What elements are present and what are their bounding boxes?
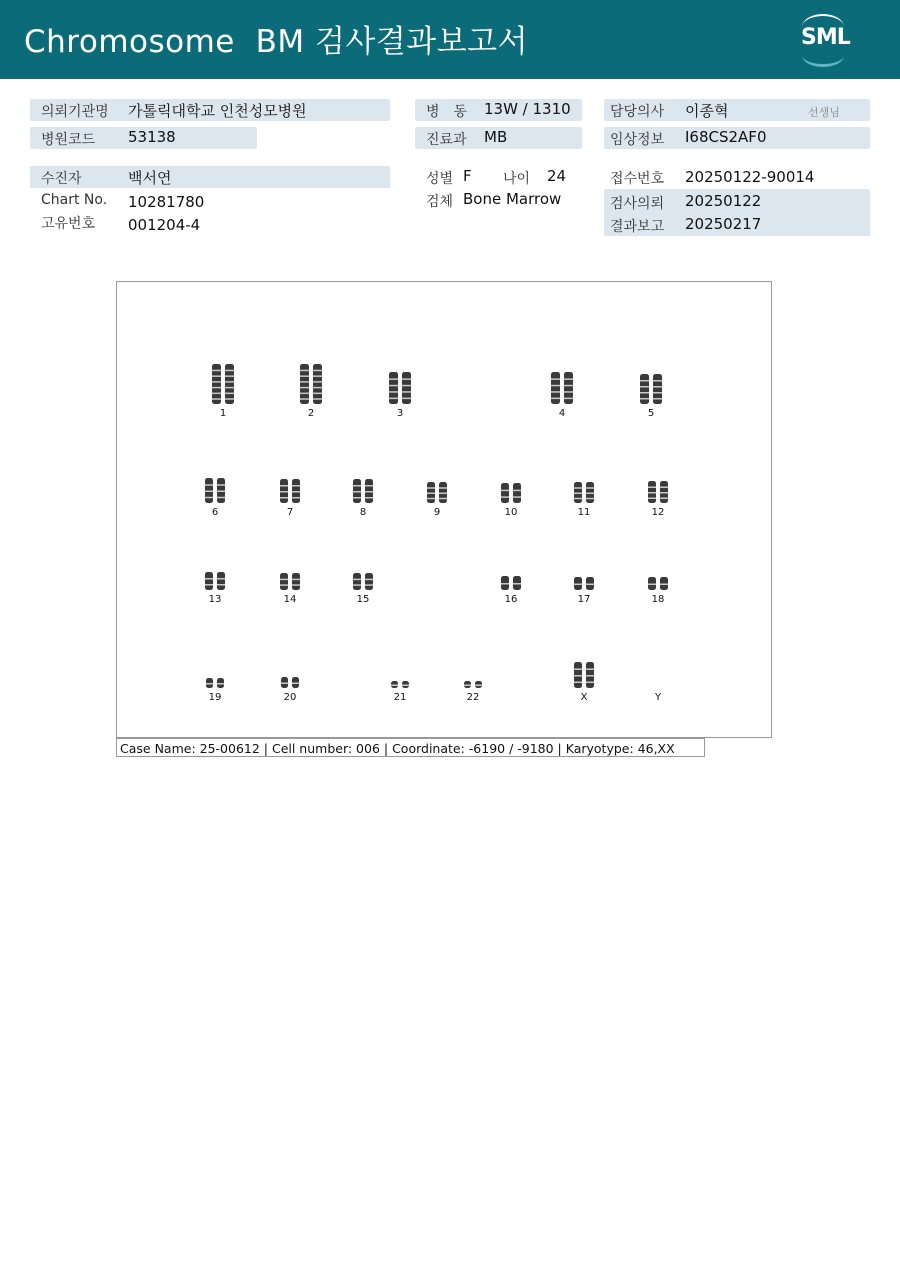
chromosome-pair-15 — [353, 573, 373, 605]
chromosome-label-10: 10 — [504, 507, 518, 518]
chromosome-band — [205, 497, 213, 499]
logo-arc-bottom — [802, 44, 844, 67]
chromosome-label-7: 7 — [286, 507, 294, 518]
chromosome-label-Y: Y — [654, 692, 662, 703]
chromosome-band — [365, 584, 373, 586]
chromosome-label-21: 21 — [393, 692, 407, 703]
chromosome-pair-11 — [574, 482, 594, 518]
chromosome-band — [653, 392, 662, 394]
chromosome-band — [389, 391, 398, 393]
chromosome-band — [574, 682, 582, 684]
chromosome-label-15: 15 — [356, 594, 370, 605]
ward-label: 병 동 — [426, 104, 468, 120]
chromosome — [513, 483, 521, 503]
unique-no-label: 고유번호 — [41, 216, 96, 232]
chromosome-band — [586, 669, 594, 671]
chromosome-band — [280, 497, 288, 499]
chromosome-band — [225, 375, 234, 377]
chromosome-band — [217, 491, 225, 493]
chromosome-band — [217, 683, 224, 685]
chromosome-band — [640, 398, 649, 400]
chromosome-band — [586, 584, 594, 586]
patient-label: 수진자 — [41, 171, 82, 187]
sex-label: 성별 — [426, 171, 454, 187]
chromosome-band — [513, 490, 521, 492]
chromosome-band — [391, 685, 398, 687]
chromosome-band — [564, 398, 573, 400]
doctor-value: 이종혁 — [685, 102, 729, 120]
chromosome-band — [225, 387, 234, 389]
chromosome-band — [648, 487, 656, 489]
report-label: 결과보고 — [610, 219, 665, 235]
chromosome-band — [280, 584, 288, 586]
chromosome — [389, 372, 398, 404]
chromosome-pair-1 — [212, 364, 234, 419]
chromosome-band — [513, 496, 521, 498]
chromosome-band — [513, 583, 521, 585]
chromosome-band — [402, 391, 411, 393]
chromosome-band — [427, 498, 435, 500]
chromosome-pair-14 — [280, 573, 300, 605]
chromosome-label-18: 18 — [651, 594, 665, 605]
chromosome-pair-21 — [391, 681, 409, 703]
chromosome-label-8: 8 — [359, 507, 367, 518]
clinical-label: 임상정보 — [610, 132, 665, 148]
chromosome-band — [205, 578, 213, 580]
chromosome-pair-20 — [281, 677, 299, 703]
chromosome-band — [292, 497, 300, 499]
chromosome-band — [389, 398, 398, 400]
chart-no-label: Chart No. — [41, 192, 108, 208]
chromosome-band — [300, 375, 309, 377]
chromosome-band — [402, 385, 411, 387]
chromosome-band — [648, 492, 656, 494]
chromosome-label-5: 5 — [647, 408, 655, 419]
chromosome-band — [574, 669, 582, 671]
chromosome-band — [586, 487, 594, 489]
chromosome-band — [313, 381, 322, 383]
chromosome-band — [574, 498, 582, 500]
chromosome-band — [439, 487, 447, 489]
request-value: 20250122 — [685, 192, 762, 210]
chromosome-pair-8 — [353, 479, 373, 518]
chromosome-pair-6 — [205, 478, 225, 518]
chromosome-label-4: 4 — [558, 408, 566, 419]
chromosome-band — [501, 496, 509, 498]
chromosome-band — [402, 378, 411, 380]
chromosome — [217, 572, 225, 590]
report-value: 20250217 — [685, 215, 762, 233]
chromosome-band — [389, 385, 398, 387]
report-title: Chromosome BM 검사결과보고서 — [24, 24, 529, 60]
chromosome-band — [574, 487, 582, 489]
chromosome-band — [292, 584, 300, 586]
chromosome-band — [564, 385, 573, 387]
chromosome-band — [353, 497, 361, 499]
chromosome-band — [217, 484, 225, 486]
report-header — [0, 0, 900, 79]
chromosome-band — [660, 487, 668, 489]
chromosome-band — [365, 491, 373, 493]
chromosome-band — [427, 487, 435, 489]
chromosome-band — [640, 392, 649, 394]
chromosome-pair-22 — [464, 681, 482, 703]
chromosome-pair-Y — [654, 692, 662, 703]
chromosome-band — [464, 685, 471, 687]
chromosome-band — [225, 370, 234, 372]
chromosome — [292, 573, 300, 590]
chromosome-band — [648, 584, 656, 586]
chromosome-label-20: 20 — [283, 692, 297, 703]
chromosome-pair-9 — [427, 482, 447, 518]
chromosome-pair-5 — [640, 374, 662, 419]
chromosome-pair-18 — [648, 577, 668, 605]
chromosome-band — [475, 685, 482, 687]
chromosome-label-12: 12 — [651, 507, 665, 518]
chromosome-pair-10 — [501, 483, 521, 518]
request-label: 검사의뢰 — [610, 196, 665, 212]
chromosome-band — [280, 579, 288, 581]
chromosome-band — [212, 387, 221, 389]
chromosome-band — [640, 380, 649, 382]
age-value: 24 — [547, 167, 567, 185]
chromosome-band — [353, 491, 361, 493]
institution-label: 의뢰기관명 — [41, 104, 109, 120]
chromosome-band — [427, 493, 435, 495]
chromosome-band — [281, 683, 288, 685]
chromosome-band — [653, 386, 662, 388]
specimen-value: Bone Marrow — [463, 190, 562, 208]
dept-label: 진료과 — [426, 132, 467, 148]
chromosome-band — [439, 498, 447, 500]
doctor-suffix: 선생님 — [808, 106, 840, 119]
logo-text: SML — [801, 25, 850, 50]
chromosome-band — [365, 485, 373, 487]
chromosome-band — [205, 584, 213, 586]
chromosome-band — [551, 398, 560, 400]
chromosome-pair-2 — [300, 364, 322, 419]
sex-value: F — [463, 167, 472, 185]
chromosome-band — [313, 398, 322, 400]
chromosome-band — [653, 380, 662, 382]
chromosome-band — [660, 492, 668, 494]
chromosome-pair-7 — [280, 479, 300, 518]
chromosome-label-1: 1 — [219, 408, 227, 419]
chromosome-band — [501, 490, 509, 492]
specimen-label: 검체 — [426, 194, 454, 210]
chromosome — [564, 372, 573, 404]
chart-no-value: 10281780 — [128, 193, 205, 211]
chromosome-band — [212, 370, 221, 372]
karyotype-caption: Case Name: 25-00612 | Cell number: 006 | Coordinate: -6190 / -9180 | Karyotype: 46,XX — [116, 738, 705, 757]
karyogram-svg — [117, 282, 771, 737]
chromosome — [205, 572, 213, 590]
chromosome-band — [586, 682, 594, 684]
chromosome-label-6: 6 — [211, 507, 219, 518]
chromosome-band — [586, 493, 594, 495]
chromosome-band — [225, 393, 234, 395]
chromosome-band — [205, 491, 213, 493]
chromosome-band — [501, 583, 509, 585]
chromosome-label-3: 3 — [396, 408, 404, 419]
chromosome-pair-16 — [501, 576, 521, 605]
chromosome-label-9: 9 — [433, 507, 441, 518]
chromosome — [280, 573, 288, 590]
chromosome-band — [365, 497, 373, 499]
chromosome-band — [206, 683, 213, 685]
chromosome-band — [217, 584, 225, 586]
chromosome — [402, 372, 411, 404]
doctor-label: 담당의사 — [610, 104, 665, 120]
chromosome-pair-X — [574, 662, 594, 703]
chromosome-label-16: 16 — [504, 594, 518, 605]
chromosome-band — [217, 497, 225, 499]
chromosome-label-2: 2 — [307, 408, 315, 419]
chromosome-band — [353, 485, 361, 487]
chromosome-label-X: X — [580, 692, 588, 703]
chromosome-band — [225, 398, 234, 400]
chromosome-band — [205, 484, 213, 486]
chromosome-pair-19 — [206, 678, 224, 703]
ward-value: 13W / 1310 — [484, 100, 571, 118]
dept-value: MB — [484, 128, 508, 146]
chromosome-band — [402, 398, 411, 400]
age-label: 나이 — [503, 171, 531, 187]
chromosome-band — [300, 387, 309, 389]
chromosome-band — [365, 579, 373, 581]
chromosome-band — [292, 579, 300, 581]
chromosome — [501, 483, 509, 503]
hospital-code-value: 53138 — [128, 128, 176, 146]
chromosome-band — [353, 584, 361, 586]
chromosome-band — [300, 393, 309, 395]
patient-value: 백서연 — [128, 169, 172, 187]
chromosome-band — [300, 381, 309, 383]
institution-value: 가톨릭대학교 인천성모병원 — [128, 102, 307, 120]
chromosome — [365, 573, 373, 590]
chromosome-band — [300, 398, 309, 400]
chromosome-label-11: 11 — [577, 507, 591, 518]
chromosome — [353, 573, 361, 590]
chromosome-pair-17 — [574, 577, 594, 605]
unique-no-value: 001204-4 — [128, 216, 201, 234]
chromosome — [551, 372, 560, 404]
chromosome-band — [353, 579, 361, 581]
chromosome-band — [313, 387, 322, 389]
chromosome-band — [292, 683, 299, 685]
chromosome-pair-4 — [551, 372, 573, 419]
chromosome-label-13: 13 — [208, 594, 222, 605]
chromosome-band — [225, 381, 234, 383]
chromosome-pair-12 — [648, 481, 668, 518]
chromosome-band — [586, 675, 594, 677]
chromosome-pair-13 — [205, 572, 225, 605]
chromosome-band — [217, 578, 225, 580]
chromosome-label-14: 14 — [283, 594, 297, 605]
chromosome-band — [574, 493, 582, 495]
chromosome-band — [551, 391, 560, 393]
chromosome-band — [648, 498, 656, 500]
chromosome-band — [212, 375, 221, 377]
chromosome-pair-3 — [389, 372, 411, 419]
chromosome-band — [300, 370, 309, 372]
chromosome-band — [640, 386, 649, 388]
patient-row-bg — [30, 166, 390, 188]
chromosome-band — [586, 498, 594, 500]
receipt-value: 20250122-90014 — [685, 168, 815, 186]
chromosome-band — [280, 485, 288, 487]
chromosome-band — [292, 485, 300, 487]
chromosome-label-22: 22 — [466, 692, 480, 703]
chromosome-label-17: 17 — [577, 594, 591, 605]
chromosome-band — [653, 398, 662, 400]
chromosome-band — [439, 493, 447, 495]
chromosome-band — [551, 378, 560, 380]
karyogram-image — [116, 281, 772, 738]
chromosome-band — [212, 398, 221, 400]
sml-logo — [796, 12, 854, 66]
chromosome-band — [389, 378, 398, 380]
chromosome-band — [212, 381, 221, 383]
chromosome-band — [551, 385, 560, 387]
chromosome-band — [574, 675, 582, 677]
chromosome-band — [574, 584, 582, 586]
chromosome-band — [313, 393, 322, 395]
chromosome-band — [660, 498, 668, 500]
chromosome-label-19: 19 — [208, 692, 222, 703]
clinical-value: I68CS2AF0 — [685, 128, 767, 146]
chromosome-band — [313, 370, 322, 372]
receipt-label: 접수번호 — [610, 171, 665, 187]
chromosome-band — [292, 491, 300, 493]
chromosome-band — [212, 393, 221, 395]
chromosome-band — [402, 685, 409, 687]
chromosome-band — [280, 491, 288, 493]
chromosome-band — [313, 375, 322, 377]
chromosome-band — [564, 391, 573, 393]
chromosome-band — [564, 378, 573, 380]
chromosome-band — [660, 584, 668, 586]
hospital-code-label: 병원코드 — [41, 132, 96, 148]
